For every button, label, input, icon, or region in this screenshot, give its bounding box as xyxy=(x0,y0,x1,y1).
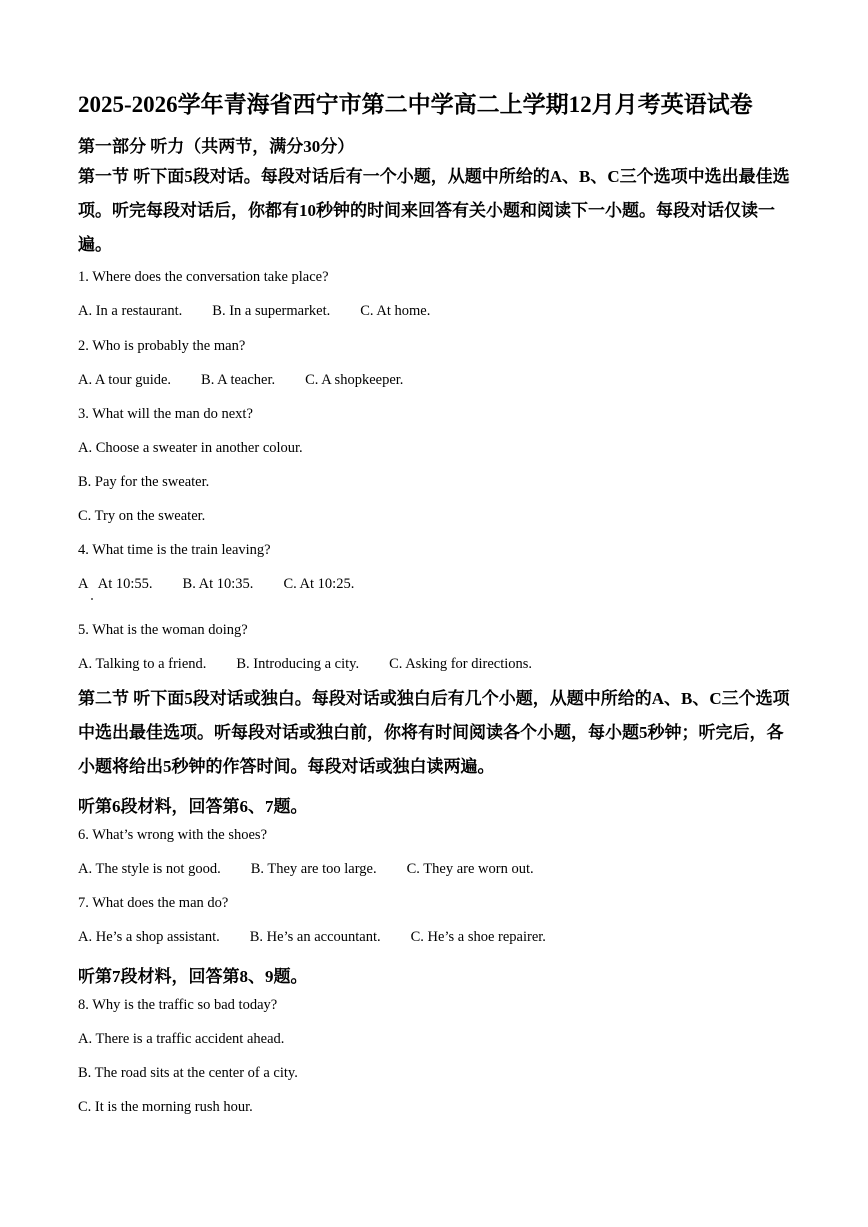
question-6-options xyxy=(78,861,534,878)
question-5: 5. What is the woman doing? xyxy=(78,622,248,638)
part1-heading: 第一部分 听力（共两节，满分30分） xyxy=(78,137,355,156)
option-a: A. In a restaurant. xyxy=(78,303,183,319)
question-8-option-a: A. There is a traffic accident ahead. xyxy=(78,1031,285,1047)
material-7-heading: 听第7段材料，回答第8、9题。 xyxy=(78,967,308,986)
option-b: B. In a supermarket. xyxy=(212,303,331,319)
question-6: 6. What’s wrong with the shoes? xyxy=(78,827,268,843)
option-a: A. Talking to a friend. xyxy=(78,656,207,672)
option-c: C. He’s a shoe repairer. xyxy=(410,929,546,945)
page-title: 2025-2026学年青海省西宁市第二中学高二上学期12月月考英语试卷 xyxy=(78,92,753,117)
section2-instructions: 第二节 听下面5段对话或独白。每段对话或独白后有几个小题，从题中所给的A、B、C三个选项中选出最佳选项。听每段对话或独白前，你将有时间阅读各个小题，每小题5秒钟；听完后，各小题将给出5秒钟的作答时间。每段对话或独白读两遍。 xyxy=(78,689,790,776)
option-b: B. At 10:35. xyxy=(182,576,254,592)
question-3-option-c: C. Try on the sweater. xyxy=(78,508,206,524)
option-b: B. He’s an accountant. xyxy=(249,929,381,945)
question-3-option-b: B. Pay for the sweater. xyxy=(78,474,210,490)
option-c: C. At 10:25. xyxy=(283,576,355,592)
material-6-heading: 听第6段材料，回答第6、7题。 xyxy=(78,797,308,816)
option-a: A. The style is not good. xyxy=(78,861,221,877)
question-4-options xyxy=(78,576,354,593)
question-7-options xyxy=(78,929,546,946)
question-5-options xyxy=(78,656,532,673)
question-1: 1. Where does the conversation take place? xyxy=(78,269,329,285)
option-c: C. At home. xyxy=(360,303,431,319)
section1-instructions: 第一节 听下面5段对话。每段对话后有一个小题，从题中所给的A、B、C三个选项中选出最佳选项。听完每段对话后，你都有10秒钟的时间来回答有关小题和阅读下一小题。每段对话仅读一遍。 xyxy=(78,167,790,254)
option-b: B. A teacher. xyxy=(201,372,276,388)
option-c: C. Asking for directions. xyxy=(389,656,533,672)
question-7: 7. What does the man do? xyxy=(78,895,229,911)
stray-dot xyxy=(91,598,93,600)
question-2-options xyxy=(78,372,403,389)
option-b: B. Introducing a city. xyxy=(236,656,360,672)
question-4: 4. What time is the train leaving? xyxy=(78,542,271,558)
option-c: C. A shopkeeper. xyxy=(305,372,404,388)
option-a: A. A tour guide. xyxy=(78,372,172,388)
question-8-option-c: C. It is the morning rush hour. xyxy=(78,1099,253,1115)
option-c: C. They are worn out. xyxy=(406,861,534,877)
question-3: 3. What will the man do next? xyxy=(78,406,253,422)
question-2: 2. Who is probably the man? xyxy=(78,338,246,354)
option-a: A. He’s a shop assistant. xyxy=(78,929,220,945)
question-8-option-b: B. The road sits at the center of a city. xyxy=(78,1065,298,1081)
question-1-options xyxy=(78,303,430,320)
option-b: B. They are too large. xyxy=(250,861,377,877)
question-8: 8. Why is the traffic so bad today? xyxy=(78,997,278,1013)
option-a: A At 10:55. xyxy=(78,576,153,592)
question-3-option-a: A. Choose a sweater in another colour. xyxy=(78,440,303,456)
